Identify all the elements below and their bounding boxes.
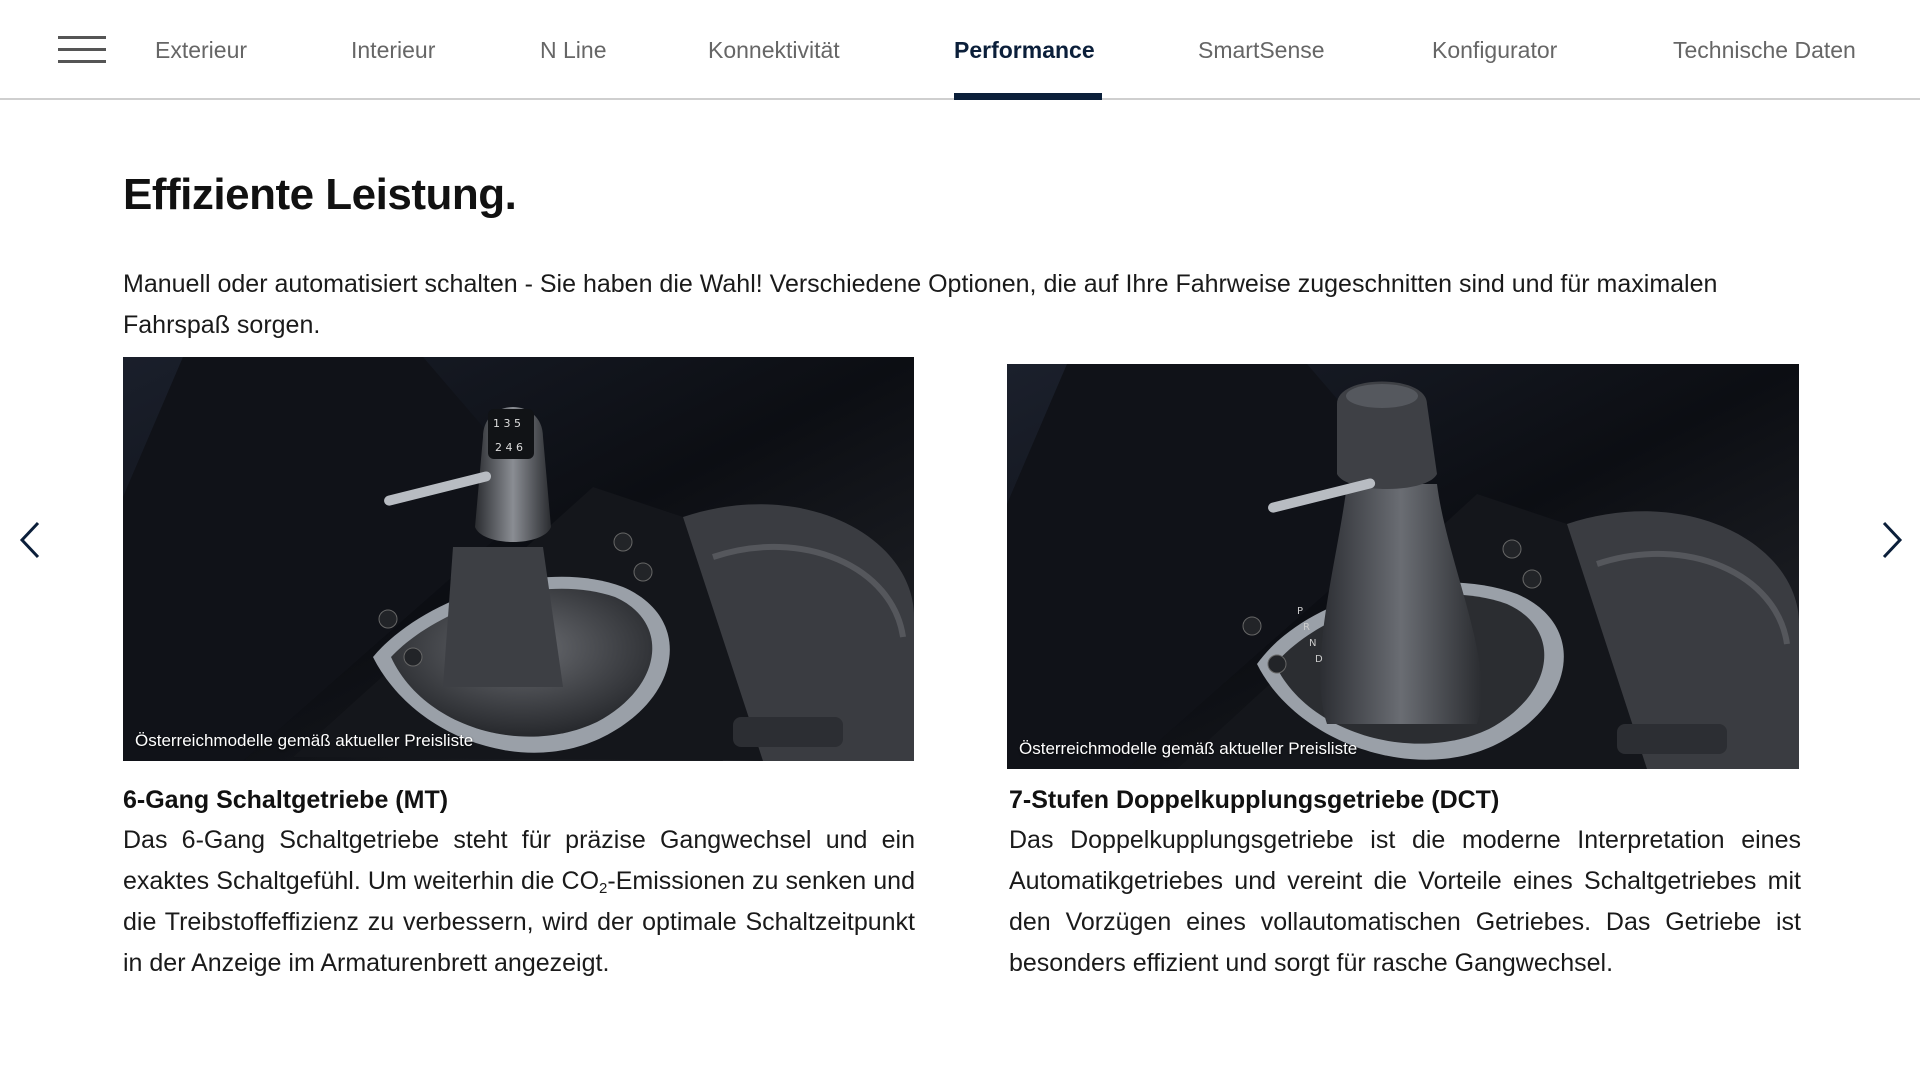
- tab-performance[interactable]: Performance: [954, 37, 1095, 63]
- svg-text:D: D: [1315, 654, 1323, 665]
- manual-gearbox-description: Das 6-Gang Schaltgetriebe steht für präzise Gangwechsel und ein exaktes Schaltgefühl. Um weiterhin die $CO_2$-Emissionen zu senken und die Treibstoffeffizienz zu verbessern, wird der optimale Schaltzeitpunkt in der Anzeige im Armaturenbrett angezeigt.: [123, 826, 915, 977]
- section-intro: Manuell oder automatisiert schalten - Sie haben die Wahl! Verschiedene Optionen, die auf Ihre Fahrweise zugeschnitten sind und für maximalen Fahrspaß sorgen.: [123, 270, 1718, 339]
- tab-n-line[interactable]: N Line: [540, 37, 607, 63]
- svg-text:1 3 5: 1 3 5: [493, 417, 521, 430]
- manual-gearbox-title: 6-Gang Schaltgetriebe (MT): [123, 786, 449, 814]
- svg-text:R: R: [1303, 622, 1310, 633]
- svg-text:P: P: [1297, 606, 1304, 617]
- dct-gearbox-title: 7-Stufen Doppelkupplungsgetriebe (DCT): [1009, 786, 1500, 814]
- carousel-next-button[interactable]: [1876, 520, 1906, 560]
- tab-smartsense[interactable]: SmartSense: [1198, 37, 1325, 63]
- tab-konfigurator[interactable]: Konfigurator: [1432, 37, 1558, 63]
- tab-konnektivitaet[interactable]: Konnektivität: [708, 37, 840, 63]
- tab-exterieur[interactable]: Exterieur: [155, 37, 248, 63]
- svg-text:N: N: [1309, 638, 1317, 649]
- carousel-prev-button[interactable]: [16, 520, 46, 560]
- hamburger-menu-icon[interactable]: [58, 34, 106, 66]
- section-title: Effiziente Leistung.: [123, 170, 517, 219]
- dct-gearbox-image: [1007, 364, 1799, 769]
- image-caption: Österreichmodelle gemäß aktueller Preisliste: [135, 731, 474, 750]
- manual-gearbox-image: [123, 357, 914, 761]
- chevron-left-icon: [16, 520, 46, 560]
- tab-technische-daten[interactable]: Technische Daten: [1673, 37, 1856, 63]
- tab-interieur[interactable]: Interieur: [351, 37, 436, 63]
- top-navigation: [0, 0, 1920, 100]
- image-caption: Österreichmodelle gemäß aktueller Preisliste: [1019, 739, 1358, 758]
- chevron-right-icon: [1876, 520, 1906, 560]
- active-tab-indicator: [954, 93, 1102, 100]
- dct-gearbox-description: Das Doppelkupplungsgetriebe ist die moderne Interpretation eines Automatikgetriebes und vereint die Vorteile eines Schaltgetriebes mit den Vorzügen eines vollautomatischen Getriebes. Das Getriebe ist besonders effizient und sorgt für rasche Gangwechsel.: [1009, 826, 1801, 977]
- svg-text:2 4 6: 2 4 6: [495, 441, 523, 454]
